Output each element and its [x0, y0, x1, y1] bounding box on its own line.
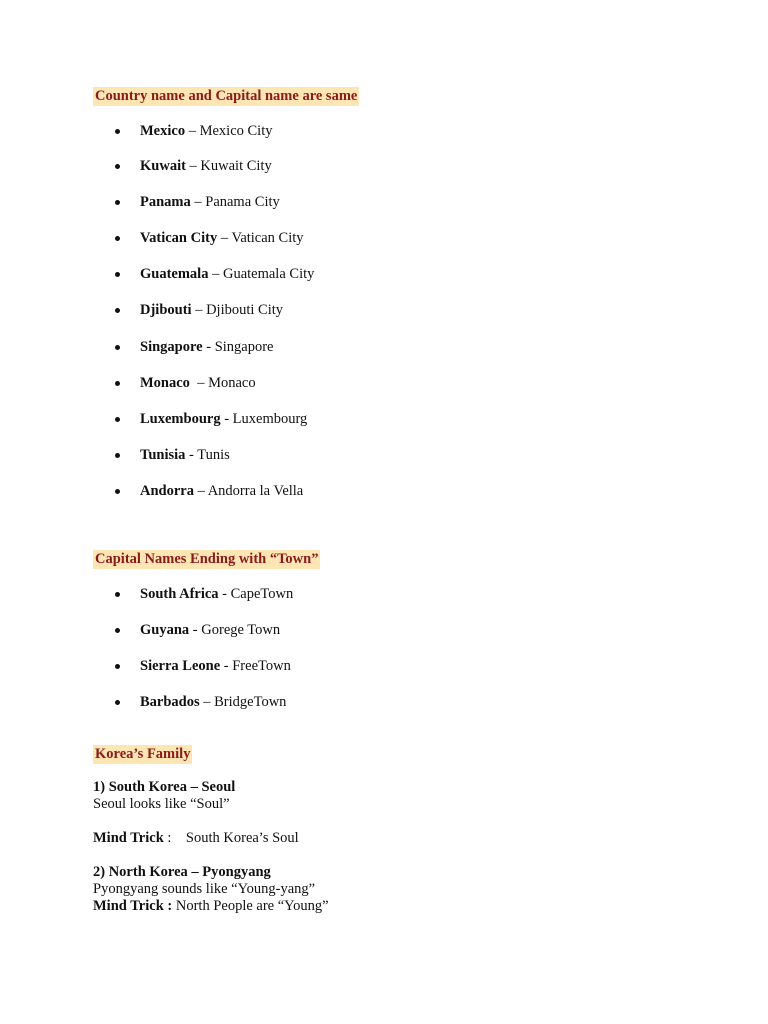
list-item — [140, 657, 291, 676]
separator: - — [202, 339, 215, 355]
country-name: Singapore — [140, 339, 203, 355]
country-name: Mexico — [140, 123, 186, 139]
korea-entry-title: 2) North Korea – Pyongyang — [93, 864, 271, 880]
separator: – — [208, 266, 223, 282]
capital-name: Monaco — [208, 375, 256, 391]
capital-name: Panama City — [205, 194, 280, 210]
bullet-icon — [115, 345, 120, 350]
bullet-icon — [115, 272, 120, 277]
country-name: Andorra — [140, 483, 194, 499]
korea-entry-note: Seoul looks like “Soul” — [93, 796, 230, 812]
list-item — [140, 585, 293, 604]
list-item — [140, 301, 283, 320]
mind-trick-line — [93, 897, 329, 916]
list-item — [140, 693, 286, 712]
list-item — [140, 229, 304, 248]
mind-trick-separator: : — [163, 830, 186, 846]
country-name: Kuwait — [140, 158, 186, 174]
capital-name: BridgeTown — [214, 694, 287, 710]
bullet-icon — [115, 164, 120, 169]
mind-trick-label: Mind Trick — [93, 830, 164, 846]
separator: – — [189, 375, 209, 391]
separator: – — [193, 483, 208, 499]
list-item — [140, 410, 307, 429]
country-name: Tunisia — [140, 447, 186, 463]
bullet-icon — [115, 129, 120, 134]
capital-name: Gorege Town — [201, 622, 281, 638]
country-name: Guyana — [140, 622, 190, 638]
capital-name: Djibouti City — [206, 302, 284, 318]
list-item — [140, 122, 273, 141]
country-name: Panama — [140, 194, 191, 210]
capital-name: FreeTown — [232, 658, 291, 674]
section-heading-korea: Korea’s Family — [95, 746, 191, 762]
list-item — [140, 621, 280, 640]
mind-trick-line — [93, 829, 299, 848]
country-name: Monaco — [140, 375, 190, 391]
country-name: Barbados — [140, 694, 200, 710]
bullet-icon — [115, 592, 120, 597]
section-heading-same-names: Country name and Capital name are same — [95, 88, 358, 104]
section-heading-town-capitals: Capital Names Ending with “Town” — [95, 551, 319, 567]
country-name: Guatemala — [140, 266, 209, 282]
separator: - — [220, 411, 233, 427]
korea-entry-title: 1) South Korea – Seoul — [93, 779, 236, 795]
capital-name: Andorra la Vella — [207, 483, 304, 499]
separator: – — [185, 158, 201, 174]
bullet-icon — [115, 381, 120, 386]
country-name: Luxembourg — [140, 411, 221, 427]
bullet-icon — [115, 700, 120, 705]
separator: - — [185, 447, 198, 463]
capital-name: Tunis — [197, 447, 230, 463]
list-item — [140, 482, 303, 501]
capital-name: CapeTown — [230, 586, 294, 602]
separator: - — [189, 622, 202, 638]
list-item — [140, 157, 272, 176]
list-item — [140, 374, 256, 393]
country-name: Sierra Leone — [140, 658, 221, 674]
list-item — [140, 193, 280, 212]
bullet-icon — [115, 417, 120, 422]
bullet-icon — [115, 453, 120, 458]
bullet-icon — [115, 628, 120, 633]
country-name: South Africa — [140, 586, 219, 602]
separator: – — [191, 302, 207, 318]
country-name: Vatican City — [140, 230, 218, 246]
mind-trick-text: North People are “Young” — [175, 898, 329, 914]
list-item — [140, 338, 273, 357]
separator: - — [218, 586, 231, 602]
korea-entry-note: Pyongyang sounds like “Young-yang” — [93, 881, 316, 897]
country-name: Djibouti — [140, 302, 192, 318]
capital-name: Singapore — [214, 339, 274, 355]
bullet-icon — [115, 489, 120, 494]
separator: – — [185, 123, 200, 139]
mind-trick-text: South Korea’s Soul — [185, 830, 299, 846]
bullet-icon — [115, 236, 120, 241]
capital-name: Mexico City — [199, 123, 273, 139]
capital-name: Guatemala City — [222, 266, 315, 282]
capital-name: Vatican City — [231, 230, 304, 246]
separator: – — [217, 230, 232, 246]
bullet-icon — [115, 664, 120, 669]
mind-trick-label: Mind Trick : — [93, 898, 173, 914]
separator: - — [220, 658, 233, 674]
separator: – — [190, 194, 206, 210]
separator: – — [199, 694, 215, 710]
capital-name: Kuwait City — [200, 158, 272, 174]
capital-name: Luxembourg — [232, 411, 308, 427]
list-item — [140, 446, 230, 465]
list-item — [140, 265, 314, 284]
bullet-icon — [115, 308, 120, 313]
bullet-icon — [115, 200, 120, 205]
